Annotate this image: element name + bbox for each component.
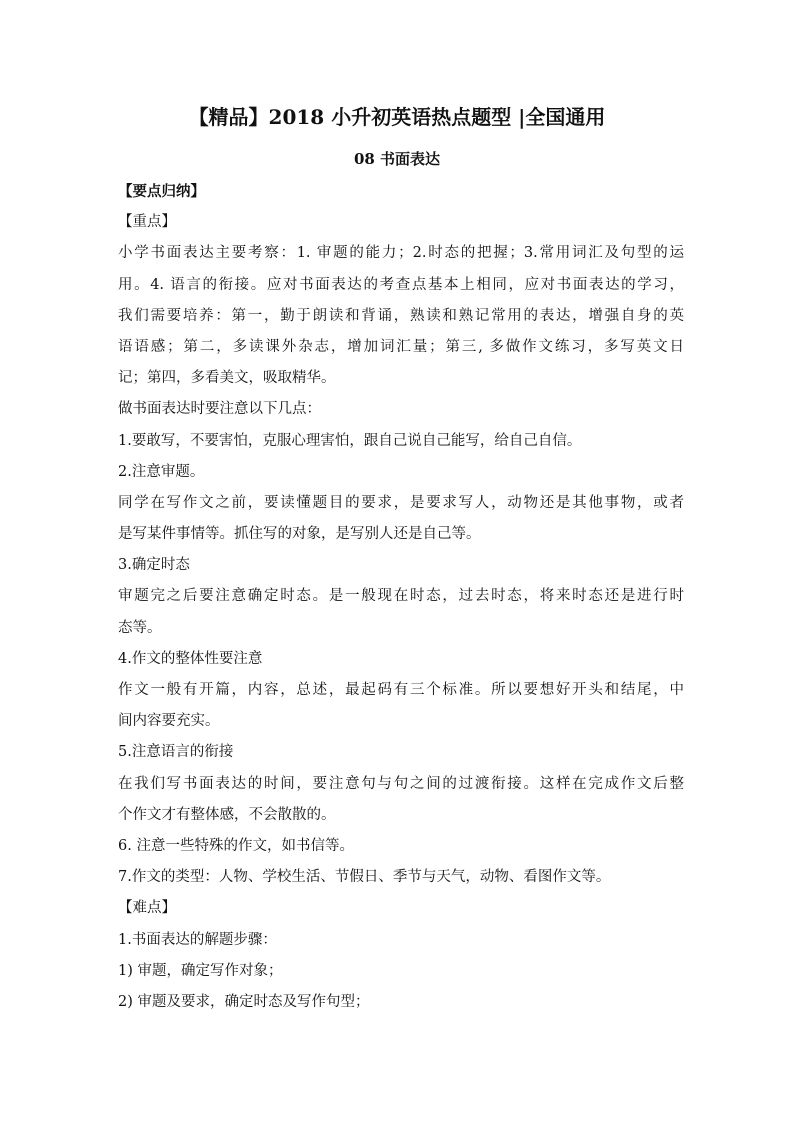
text-line: 7.作文的类型：人物、学校生活、节假日、季节与天气，动物、看图作文等。 [118,869,611,886]
text-line: 3.确定时态 [118,557,190,574]
text-line: 记；第四，多看美文，吸取精华。 [118,370,336,387]
text-line: 审题完之后要注意确定时态。是一般现在时态，过去时态，将来时态还是进行时 [118,588,684,605]
text-line: 【要点归纳】 [118,183,205,200]
text-line: 用。4. 语言的衔接。应对书面表达的考查点基本上相同，应对书面表达的学习， [118,276,684,293]
document-subtitle: 08 书面表达 [353,150,441,168]
document-body [118,176,684,1018]
text-line: 【重点】 [118,214,176,231]
text-line: 是写某件事情等。抓住写的对象，是写别人还是自己等。 [118,526,481,543]
text-line: 5.注意语言的衔接 [118,744,234,761]
text-line: 【难点】 [118,900,176,917]
text-line: 小学书面表达主要考察：1. 审题的能力；2.时态的把握；3.常用词汇及句型的运 [118,245,684,262]
text-line: 2.注意审题。 [118,463,205,480]
text-line: 同学在写作文之前，要读懂题目的要求，是要求写人，动物还是其他事物，或者 [118,494,684,511]
text-line: 语语感；第二，多读课外杂志，增加词汇量；第三, 多做作文练习，多写英文日 [118,338,684,355]
text-line: 1.要敢写，不要害怕，克服心理害怕，跟自己说自己能写，给自己自信。 [118,432,582,449]
text-line: 在我们写书面表达的时间，要注意句与句之间的过渡衔接。这样在完成作文后整 [118,775,684,792]
text-line: 2) 审题及要求，确定时态及写作句型； [118,993,370,1010]
text-line: 作文一般有开篇，内容，总述，最起码有三个标准。所以要想好开头和结尾，中 [118,682,684,698]
text-line: 4.作文的整体性要注意 [118,650,263,667]
text-line: 间内容要充实。 [118,713,220,730]
text-line: 1) 审题，确定写作对象； [118,962,283,979]
document-title: 【精品】2018 小升初英语热点题型 |全国通用 [188,105,606,129]
text-line: 1.书面表达的解题步骤： [118,931,277,948]
text-line: 态等。 [118,619,162,636]
text-line: 做书面表达时要注意以下几点： [118,401,321,418]
text-line: 个作文才有整体感，不会散散的。 [118,806,336,823]
text-line: 我们需要培养：第一，勤于朗读和背诵，熟读和熟记常用的表达，增强自身的英 [118,307,684,324]
text-line: 6. 注意一些特殊的作文，如书信等。 [118,837,354,854]
